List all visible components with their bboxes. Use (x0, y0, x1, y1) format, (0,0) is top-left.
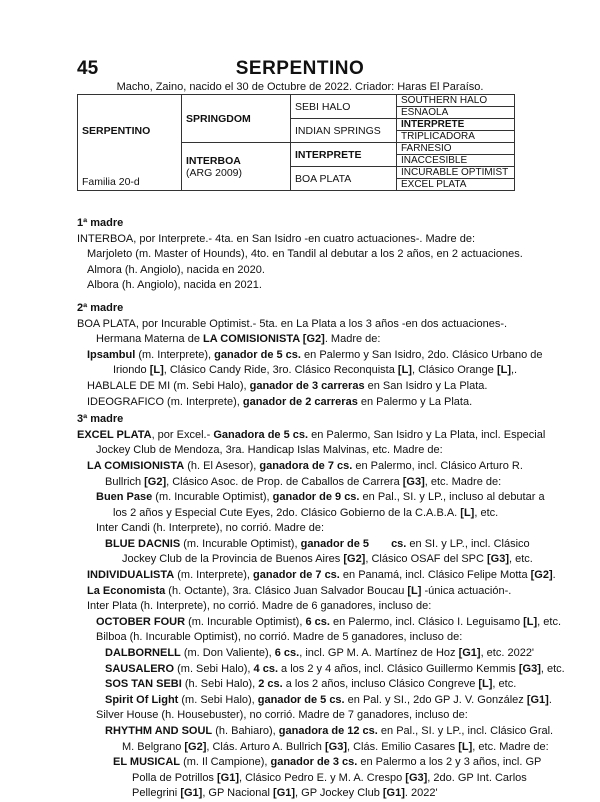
text-line: Albora (h. Angiolo), nacida en 2021. (87, 279, 262, 292)
pedigree-gg-2: ESNAOLA (397, 107, 515, 119)
pedigree-gg-4: TRIPLICADORA (397, 131, 515, 143)
text-line: BOA PLATA, por Incurable Optimist.- 5ta. en La Plata a los 3 años -en dos actuaciones-. (77, 317, 508, 330)
section-third-dam: 3ª madre (77, 413, 124, 426)
pedigree-dam-dam: BOA PLATA (291, 167, 397, 191)
pedigree-sire-sire: SEBI HALO (291, 95, 397, 119)
text-line: Silver House (h. Housebuster), no corrió. Madre de 7 ganadores, incluso de: (96, 709, 468, 722)
text-line: los 2 años y Especial Cute Eyes, 2do. Clásico Gobierno de la C.A.B.A. [L], etc. (113, 506, 499, 519)
text-line: IDEOGRAFICO (m. Interprete), ganador de 2 carreras en Palermo y La Plata. (87, 395, 473, 408)
text-line: Iriondo [L], Clásico Candy Ride, 3ro. Clásico Reconquista [L], Clásico Orange [L],. (113, 364, 518, 377)
lot-number: 45 (77, 58, 99, 79)
text-line: Almora (h. Angiolo), nacida en 2020. (87, 263, 265, 276)
text-line: RHYTHM AND SOUL (h. Bahiaro), ganadora de 12 cs. en Pal., SI. y LP., incl. Clásico Gral. (105, 725, 554, 737)
text-line: Spirit Of Light (m. Sebi Halo), ganador de 5 cs. en Pal. y SI., 2do GP J. V. González [G1]. (105, 693, 552, 706)
horse-name-title: SERPENTINO (235, 58, 365, 79)
text-line: Bilboa (h. Incurable Optimist), no corrió. Madre de 5 ganadores, incluso de: (96, 631, 463, 644)
pedigree-dam: INTERBOA (186, 154, 241, 167)
text-line: Marjoleto (m. Master of Hounds), 4to. en Tandil al debutar a los 2 años, en 2 actuaciones. (87, 248, 523, 261)
text-line: Pellegrini [G1], GP Nacional [G1], GP Jockey Club [G1]. 2022' (132, 787, 438, 800)
text-line: INTERBOA, por Interprete.- 4ta. en San Isidro -en cuatro actuaciones-. Madre de: (77, 232, 476, 245)
text-line: DALBORNELL (m. Don Valiente), 6 cs., incl. GP M. A. Martínez de Hoz [G1], etc. 2022' (105, 647, 535, 660)
section-second-dam: 2ª madre (77, 301, 124, 314)
pedigree-familia: Familia 20-d (78, 167, 182, 191)
text-line: Inter Candi (h. Interprete), no corrió. Madre de: (96, 522, 325, 535)
pedigree-gg-1: SOUTHERN HALO (397, 95, 515, 107)
pedigree-sire: SPRINGDOM (182, 95, 291, 143)
text-line: INDIVIDUALISTA (m. Interprete), ganador de 7 cs. en Panamá, incl. Clásico Felipe Motta [G2]. (87, 569, 556, 582)
text-line: Jockey Club de Mendoza, 3ra. Handicap Islas Malvinas, etc. Madre de: (96, 444, 443, 457)
text-line: Jockey Club de la Provincia de Buenos Aires [G2], Clásico OSAF del SPC [G3], etc. (122, 553, 533, 566)
pedigree-gg-7: INCURABLE OPTIMIST (397, 167, 515, 179)
text-line: LA COMISIONISTA (h. El Asesor), ganadora de 7 cs. en Palermo, incl. Clásico Arturo R. (87, 459, 523, 472)
text-line: La Economista (h. Octante), 3ra. Clásico Juan Salvador Boucau [L] -única actuación-. (87, 584, 512, 597)
text-line: SAUSALERO (m. Sebi Halo), 4 cs. a los 2 y 4 años, incl. Clásico Guillermo Kemmis [G3], etc. (105, 662, 565, 675)
pedigree-gg-6: INACCESIBLE (397, 155, 515, 167)
section-first-dam: 1ª madre (77, 217, 124, 229)
text-line: Ipsambul (m. Interprete), ganador de 5 cs. en Palermo y San Isidro, 2do. Clásico Urbano de (87, 348, 543, 361)
text-line: Polla de Potrillos [G1], Clásico Pedro E. y M. A. Crespo [G3], 2do. GP Int. Carlos (132, 771, 527, 784)
text-line: Buen Pase (m. Incurable Optimist), ganador de 9 cs. en Pal., SI. y LP., incluso al debutar a (96, 491, 545, 504)
text-line: HABLALE DE MI (m. Sebi Halo), ganador de 3 carreras en San Isidro y La Plata. (87, 379, 488, 392)
pedigree-dam-origin: (ARG 2009) (186, 166, 243, 179)
pedigree-subject: SERPENTINO (78, 95, 182, 167)
pedigree-dam-cell (182, 143, 291, 191)
text-line: Hermana Materna de LA COMISIONISTA [G2]. Madre de: (96, 333, 381, 346)
text-line: OCTOBER FOUR (m. Incurable Optimist), 6 cs. en Palermo, incl. Clásico I. Leguisamo [L], etc. (96, 615, 562, 628)
catalog-body (77, 214, 565, 802)
text-line: Bullrich [G2], Clásico Asoc. de Prop. de Caballos de Carrera [G3], etc. Madre de: (105, 475, 502, 488)
text-line: EL MUSICAL (m. Il Campione), ganador de 3 cs. en Palermo a los 2 y 3 años, incl. GP (113, 756, 542, 769)
pedigree-dam-sire: INTERPRETE (291, 143, 397, 167)
pedigree-gg-5: FARNESIO (397, 143, 515, 155)
text-line: M. Belgrano [G2], Clás. Arturo A. Bullrich [G3], Clás. Emilio Casares [L], etc. Madre de: (122, 740, 549, 753)
pedigree-gg-8: EXCEL PLATA (397, 179, 515, 191)
text-line: SOS TAN SEBI (h. Sebi Halo), 2 cs. a los 2 años, incluso Clásico Congreve [L], etc. (105, 678, 517, 691)
pedigree-sire-dam: INDIAN SPRINGS (291, 119, 397, 143)
text-line: Inter Plata (h. Interprete), no corrió. Madre de 6 ganadores, incluso de: (87, 600, 432, 613)
pedigree-table (77, 94, 515, 191)
text-line: BLUE DACNIS (m. Incurable Optimist), ganador de 5 cs. en SI. y LP., incl. Clásico (105, 537, 530, 550)
text-line: EXCEL PLATA, por Excel.- Ganadora de 5 cs. en Palermo, San Isidro y La Plata, incl. Especial (77, 428, 546, 441)
pedigree-gg-3: INTERPRETE (397, 119, 515, 131)
horse-subtitle: Macho, Zaino, nacido el 30 de Octubre de 2022. Criador: Haras El Paraíso. (116, 81, 484, 93)
